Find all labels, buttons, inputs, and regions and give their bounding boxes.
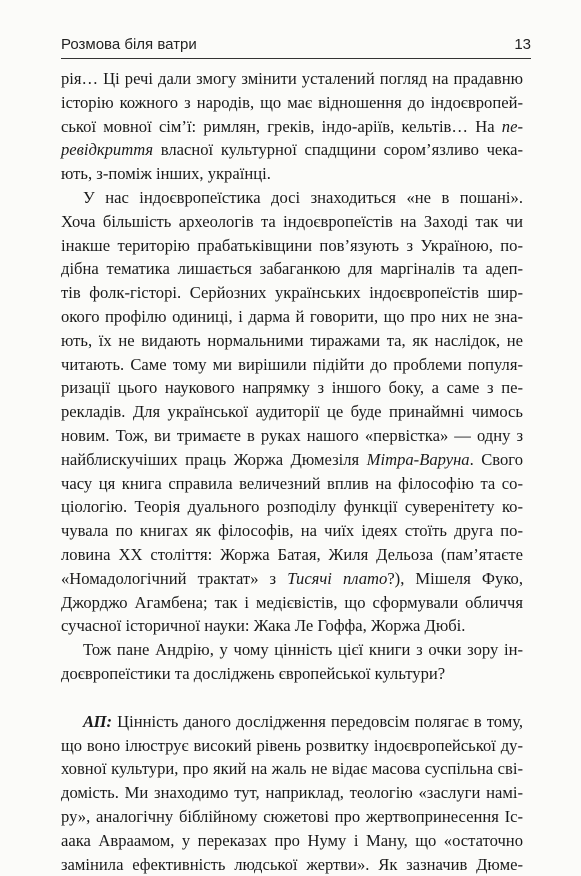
text-span: ?), Мішеля Фуко, [387,569,523,588]
text-span: «Номадологічний трактат» з [61,569,287,588]
text-span: найблискучіших праць Жоржа Дюмезіля [61,450,367,469]
text-span: окого профілю одиниці, і дарма й говорити, що про них не зна- [61,307,523,326]
text-span: власної культурної спадщини сором’язливо чека- [153,140,523,159]
text-line [61,234,523,258]
text-span: ховної культури, про який на жаль не відає масова суспільна сві- [61,759,523,778]
text-span: читають. Саме тому ми вирішили підійти до проблеми популя- [61,355,523,374]
text-span: ють, з-поміж інших, українці. [61,164,271,183]
text-line [61,662,523,686]
text-line [61,138,523,162]
text-line [61,734,523,758]
text-line [61,638,523,662]
italic-text: пе- [502,117,523,136]
text-span: що воно ілюструє високий рівень розвитку індоєвропейської ду- [61,736,523,755]
text-line [61,257,523,281]
text-line [61,710,523,734]
text-line [61,805,523,829]
text-span: інакше територію прабатьківщини пов’язують з Україною, по- [61,236,523,255]
text-span: У нас індоєвропеїстика досі знаходиться «не в пошані». [83,188,523,207]
text-span: ської мовної сім’ї: римлян, греків, індо-аріїв, кельтів… На [61,117,502,136]
text-span: тів фолк-гісторі. Серйозних українських індоєвропеїстів шир- [61,283,523,302]
text-line [61,67,523,91]
text-span: ціологію. Теорія дуального розподілу функції суверенітету ко- [61,497,523,516]
text-span: часу ця книга справила величезний вплив на філософію та со- [61,474,523,493]
text-span: сучасної історичної науки: Жака Ле Гоффа, Жоржа Дюбі. [61,616,465,635]
text-span: новим. Тож, ви тримаєте в руках нашого «первістка» — одну з [61,426,523,445]
text-line [61,519,523,543]
text-span: Цінність даного дослідження передовсім полягає в тому, [112,712,523,731]
text-span: замінила ефективність людської жертви». Як зазначив Дюме- [61,855,523,874]
italic-text: Тисячі плато [287,569,387,588]
text-span: ризації цього наукового напрямку з іншого боку, а саме з пе- [61,378,523,397]
text-line [61,91,523,115]
text-span: Тож пане Андрію, у чому цінність цієї книги з очки зору ін- [83,640,523,659]
text-span: історію кожного з народів, що має відношення до індоєвропей- [61,93,523,112]
text-span: рекладів. Для української аудиторії це буде принаймні чимось [61,402,523,421]
italic-text: Мітра-Варуна [367,450,470,469]
text-line [61,591,523,615]
text-line [61,495,523,519]
text-line [61,162,523,186]
text-line [61,567,523,591]
speaker-label: АП: [83,712,112,731]
text-span: дібна тематика лишається забаганкою для маргіналів та адеп- [61,259,523,278]
text-line [61,305,523,329]
text-span: ловина XX століття: Жоржа Батая, Жиля Дельоза (пам’ятаєте [61,545,523,564]
body-text [61,67,523,876]
text-span: домість. Ми знаходимо тут, наприклад, теологію «заслуги намі- [61,783,523,802]
text-span: аака Авраамом, у переказах про Нуму і Ману, що «остаточно [61,831,523,850]
text-span: ру», аналогічну біблійному сюжетові про жертвопринесення Іс- [61,807,523,826]
text-line [61,829,523,853]
italic-text: ревідкриття [61,140,153,159]
text-span: ють, їх не видають нормальними тиражами та, як наслідок, не [61,331,523,350]
text-span: Джорджо Агамбена; так і медієвістів, що сформували обличчя [61,593,523,612]
text-span: доєвропеїстики та досліджень європейської культури? [61,664,445,683]
page-number: 13 [514,36,531,53]
text-line [61,614,523,638]
text-line [61,853,523,876]
text-span: чувала по книгах як філософів, на чиїх ідеях стоїть друга по- [61,521,523,540]
text-line [61,472,523,496]
text-line [61,210,523,234]
text-line [61,400,523,424]
text-span: Хоча більшість археологів та індоєвропеїстів на Заході так чи [61,212,523,231]
running-header [61,36,531,59]
text-line [61,186,523,210]
text-line [61,353,523,377]
text-line [61,448,523,472]
text-line [61,543,523,567]
text-line [61,329,523,353]
text-line [61,281,523,305]
text-span: . Свого [470,450,523,469]
text-line [61,781,523,805]
paragraph-gap [61,686,523,710]
text-line [61,757,523,781]
text-line [61,115,523,139]
text-line [61,424,523,448]
chapter-title: Розмова біля ватри [61,36,197,53]
text-span: рія… Ці речі дали змогу змінити усталений погляд на прадавню [61,69,523,88]
text-line [61,376,523,400]
